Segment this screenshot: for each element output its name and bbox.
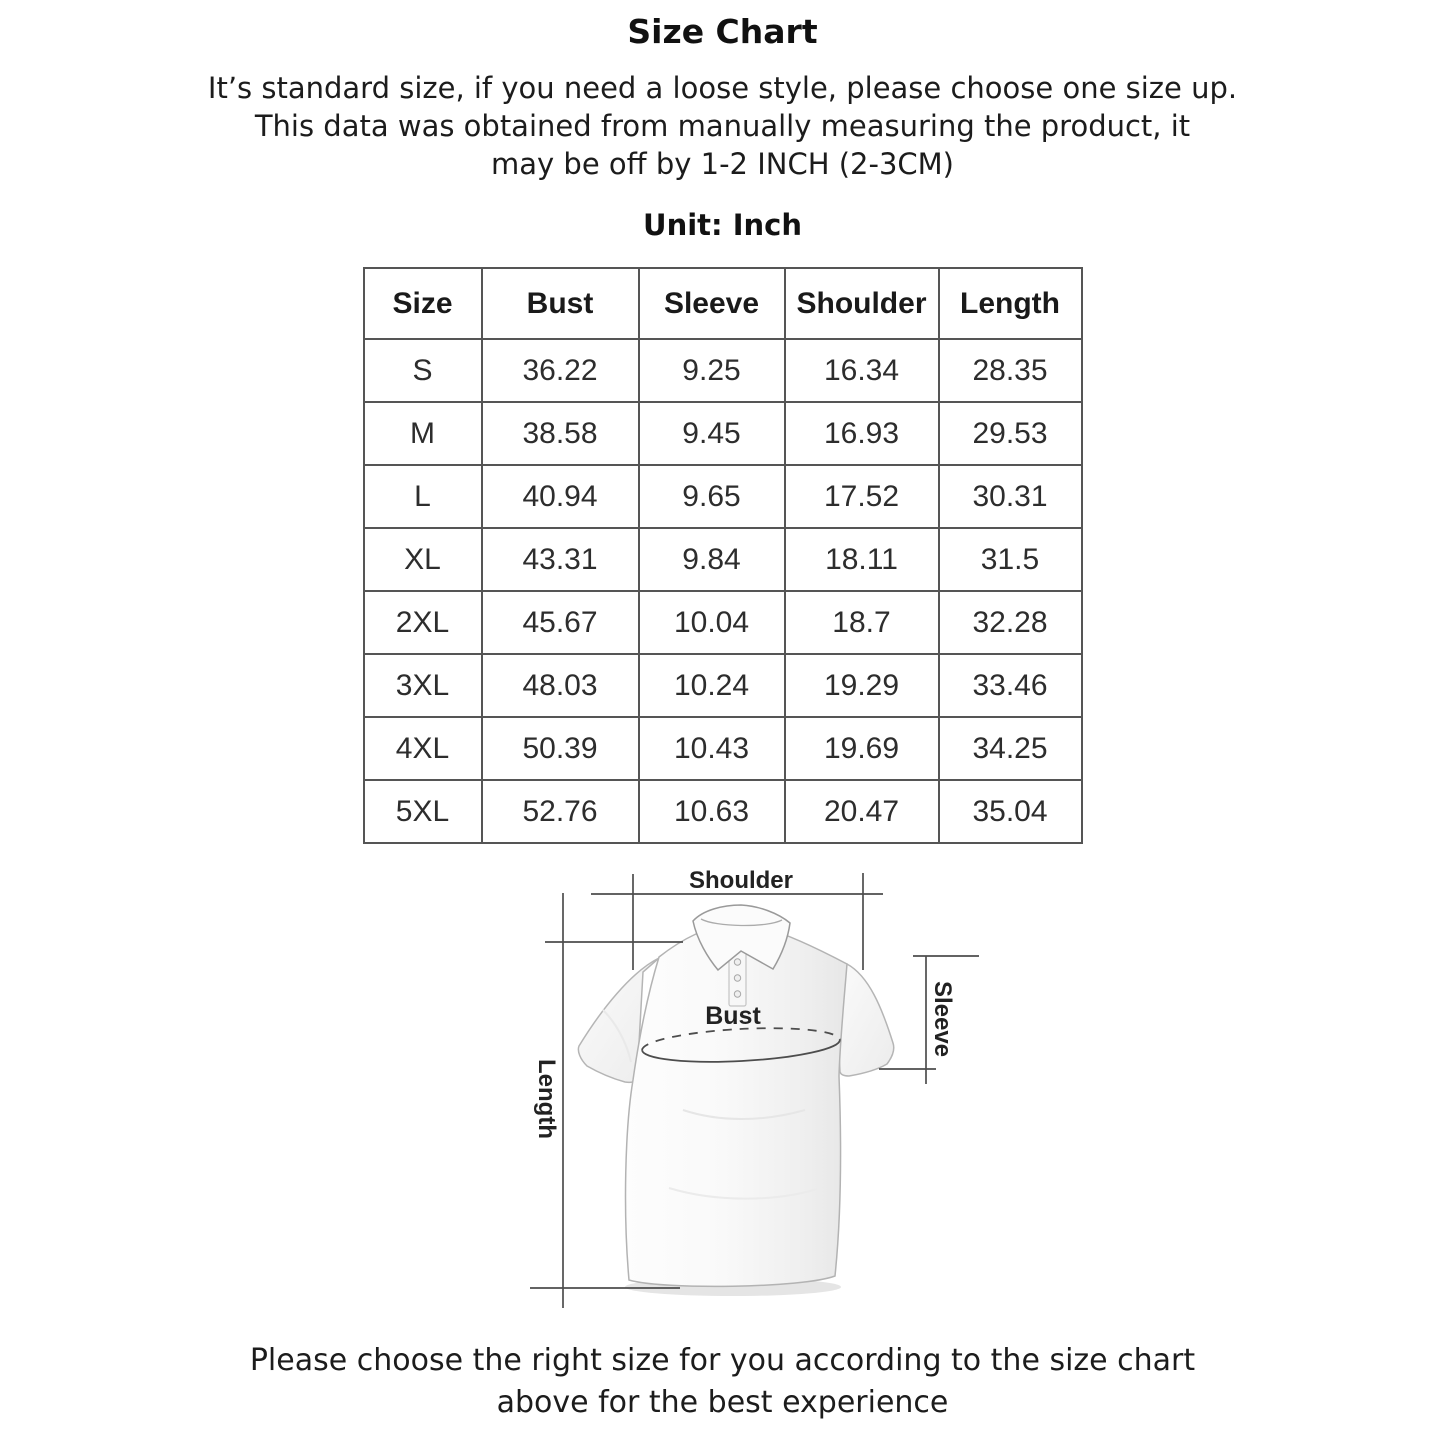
footer-line-1: Please choose the right size for you according to the size chart [249, 1343, 1196, 1378]
intro-text [0, 69, 1445, 183]
value-cell: 18.11 [785, 528, 939, 591]
value-cell: 45.67 [482, 591, 639, 654]
size-cell: 2XL [364, 591, 482, 654]
button [734, 959, 740, 965]
value-cell: 18.7 [785, 591, 939, 654]
column-header-bust: Bust [482, 268, 639, 339]
value-cell: 19.69 [785, 717, 939, 780]
header-row [364, 268, 1082, 339]
value-cell: 50.39 [482, 717, 639, 780]
size-cell: XL [364, 528, 482, 591]
value-cell: 32.28 [939, 591, 1082, 654]
table-row [364, 654, 1082, 717]
value-cell: 36.22 [482, 339, 639, 402]
value-cell: 48.03 [482, 654, 639, 717]
value-cell: 16.93 [785, 402, 939, 465]
value-cell: 9.84 [639, 528, 785, 591]
unit-label: Unit: Inch [643, 208, 802, 242]
table-row [364, 591, 1082, 654]
value-cell: 38.58 [482, 402, 639, 465]
column-header-size: Size [364, 268, 482, 339]
page-title: Size Chart [627, 12, 818, 51]
table-row [364, 402, 1082, 465]
value-cell: 40.94 [482, 465, 639, 528]
value-cell: 16.34 [785, 339, 939, 402]
value-cell: 17.52 [785, 465, 939, 528]
table-row [364, 717, 1082, 780]
value-cell: 10.04 [639, 591, 785, 654]
value-cell: 33.46 [939, 654, 1082, 717]
value-cell: 10.43 [639, 717, 785, 780]
size-cell: 5XL [364, 780, 482, 843]
value-cell: 9.45 [639, 402, 785, 465]
value-cell: 29.53 [939, 402, 1082, 465]
shirt-illustration [483, 858, 983, 1328]
value-cell: 30.31 [939, 465, 1082, 528]
intro-line-3: may be off by 1-2 INCH (2-3CM) [491, 147, 954, 181]
value-cell: 35.04 [939, 780, 1082, 843]
column-header-shoulder: Shoulder [785, 268, 939, 339]
footer-line-2: above for the best experience [496, 1385, 949, 1420]
value-cell: 28.35 [939, 339, 1082, 402]
table-row [364, 339, 1082, 402]
table-row [364, 465, 1082, 528]
value-cell: 34.25 [939, 717, 1082, 780]
bust-label: Bust [704, 1002, 761, 1030]
size-table-body [364, 339, 1082, 843]
value-cell: 19.29 [785, 654, 939, 717]
shoulder-label: Shoulder [688, 867, 793, 894]
table-row [364, 780, 1082, 843]
size-table-header [364, 268, 1082, 339]
size-cell: L [364, 465, 482, 528]
value-cell: 10.24 [639, 654, 785, 717]
size-cell: 3XL [364, 654, 482, 717]
value-cell: 9.25 [639, 339, 785, 402]
column-header-sleeve: Sleeve [639, 268, 785, 339]
value-cell: 43.31 [482, 528, 639, 591]
column-header-length: Length [939, 268, 1082, 339]
value-cell: 10.63 [639, 780, 785, 843]
value-cell: 31.5 [939, 528, 1082, 591]
value-cell: 52.76 [482, 780, 639, 843]
intro-line-2: This data was obtained from manually measuring the product, it [254, 109, 1191, 143]
table-row [364, 528, 1082, 591]
size-table [363, 267, 1083, 844]
size-cell: M [364, 402, 482, 465]
size-cell: 4XL [364, 717, 482, 780]
sleeve-label: Sleeve [928, 980, 956, 1058]
footer-note [0, 1340, 1445, 1424]
button [734, 991, 740, 997]
button [734, 975, 740, 981]
size-cell: S [364, 339, 482, 402]
shirt-measurement-diagram [483, 858, 983, 1328]
value-cell: 20.47 [785, 780, 939, 843]
intro-line-1: It’s standard size, if you need a loose style, please choose one size up. [207, 71, 1238, 105]
length-label: Length [532, 1059, 560, 1139]
value-cell: 9.65 [639, 465, 785, 528]
